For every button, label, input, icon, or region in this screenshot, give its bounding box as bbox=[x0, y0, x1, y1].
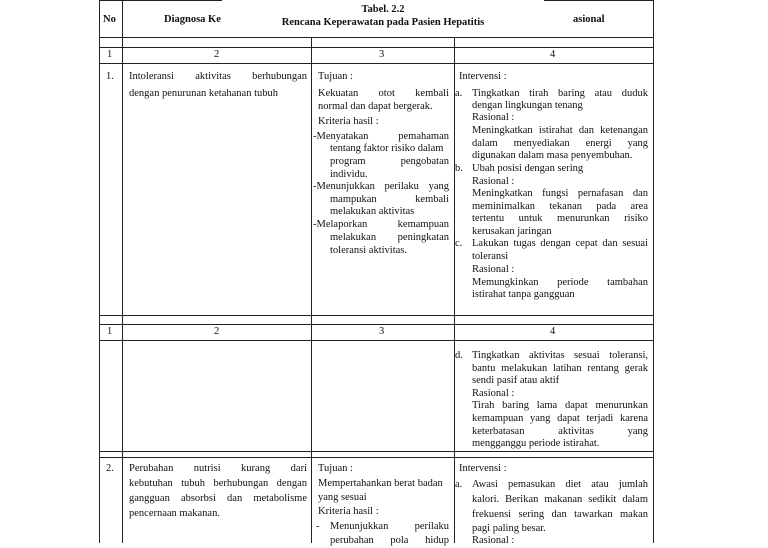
kriteria-item: Menunjukkan perilaku bbox=[330, 521, 449, 532]
grid-line bbox=[122, 0, 123, 543]
grid-line bbox=[99, 457, 654, 458]
grid-line bbox=[99, 340, 654, 341]
intervention-line: toleransi bbox=[472, 251, 509, 262]
grid-line bbox=[653, 0, 654, 543]
rasional-label: Rasional : bbox=[472, 112, 515, 123]
tujuan-line: Mempertahankan berat badan bbox=[318, 478, 443, 489]
rasional-line: kemampuan yang dapat terjadi karena bbox=[472, 413, 648, 424]
intervention-line: dengan lingkungan tenang bbox=[472, 100, 583, 111]
intervention-line: pagi paling besar. bbox=[472, 523, 546, 534]
intervention-line: Ubah posisi dengan sering bbox=[472, 163, 584, 174]
table-caption bbox=[222, 0, 544, 36]
col-number-1: 1 bbox=[107, 49, 113, 60]
intervention-line: sendi pasif atau aktif bbox=[472, 375, 560, 386]
intervention-line: Tingkatkan aktivitas sesuai toleransi, bbox=[472, 350, 648, 361]
tujuan-label: Tujuan : bbox=[318, 463, 353, 474]
diagnosis-line: pencernaan makanan. bbox=[129, 508, 220, 519]
intervention-letter: a. bbox=[455, 88, 463, 99]
kriteria-item: program pengobatan bbox=[330, 156, 449, 167]
diagnosis-line: Intoleransi aktivitas berhubungan bbox=[129, 71, 307, 82]
grid-line bbox=[99, 324, 654, 325]
rasional-line: Memungkinkan periode tambahan bbox=[472, 277, 648, 288]
grid-line bbox=[99, 0, 100, 543]
kriteria-label: Kriteria hasil : bbox=[318, 506, 379, 517]
col-number-1: 1 bbox=[107, 326, 113, 337]
rasional-line: Tirah baring lama dapat menurunkan bbox=[472, 400, 648, 411]
kriteria-item: mampukan kembali bbox=[330, 194, 449, 205]
rasional-line: meminimalkan tekanan pada area bbox=[472, 201, 648, 212]
rasional-label: Rasional : bbox=[472, 176, 515, 187]
rasional-line: kerusakan jaringan bbox=[472, 226, 552, 237]
rasional-line: keterbatasan aktivitas yang bbox=[472, 426, 648, 437]
rasional-line: dalam menyediakan energi yang bbox=[472, 138, 648, 149]
grid-line bbox=[99, 47, 654, 48]
tujuan-line: normal dan dapat bergerak. bbox=[318, 101, 433, 112]
col-number-3: 3 bbox=[379, 326, 385, 337]
tujuan-label: Tujuan : bbox=[318, 71, 353, 82]
kriteria-item: -Menyatakan pemahaman bbox=[313, 131, 449, 142]
intervention-letter: b. bbox=[455, 163, 463, 174]
rasional-line: digunakan dalam masa penyembuhan. bbox=[472, 150, 633, 161]
grid-line bbox=[311, 37, 312, 543]
kriteria-item: melakukan aktivitas bbox=[330, 206, 415, 217]
intervention-line: Awasi pemasukan diet atau jumlah bbox=[472, 479, 648, 490]
intervention-letter: a. bbox=[455, 479, 463, 490]
row-number: 2. bbox=[106, 463, 114, 474]
kriteria-item: tentang faktor risiko dalam bbox=[330, 143, 444, 154]
intervention-letter: c. bbox=[455, 238, 463, 249]
rasional-line: istirahat tanpa gangguan bbox=[472, 289, 575, 300]
col-number-2: 2 bbox=[214, 49, 220, 60]
kriteria-label: Kriteria hasil : bbox=[318, 116, 379, 127]
grid-line bbox=[99, 451, 654, 452]
rasional-label: Rasional : bbox=[472, 535, 515, 546]
intervention-line: Tingkatkan tirah baring atau duduk bbox=[472, 88, 648, 99]
intervention-line: frekuensi sering dan tawarkan makan bbox=[472, 509, 648, 520]
rasional-line: Meningkatkan fungsi pernafasan dan bbox=[472, 188, 648, 199]
grid-line bbox=[454, 37, 455, 543]
rasional-label: Rasional : bbox=[472, 264, 515, 275]
kriteria-item: -Melaporkan kemampuan bbox=[313, 219, 449, 230]
table-title-text: Rencana Keperawatan pada Pasien Hepatitis bbox=[281, 17, 485, 28]
diagnosis-line: gangguan absorbsi dan metabolisme bbox=[129, 493, 307, 504]
intervensi-label: Intervensi : bbox=[459, 71, 507, 82]
kriteria-item: -Menunjukkan perilaku yang bbox=[313, 181, 449, 192]
kriteria-item: individu. bbox=[330, 169, 368, 180]
rasional-label: Rasional : bbox=[472, 388, 515, 399]
tujuan-line: Kekuatan otot kembali bbox=[318, 88, 449, 99]
intervention-line: bantu melakukan latihan rentang gerak bbox=[472, 363, 648, 374]
diagnosis-line: kebutuhan tubuh berhubungan dengan bbox=[129, 478, 307, 489]
kriteria-item: perubahan pola hidup bbox=[330, 535, 449, 546]
grid-line bbox=[99, 315, 654, 316]
header-no: No bbox=[103, 14, 116, 25]
rasional-line: tertentu untuk menurunkan risiko bbox=[472, 213, 648, 224]
col-number-4: 4 bbox=[550, 49, 556, 60]
rasional-line: Meningkatkan istirahat dan ketenangan bbox=[472, 125, 648, 136]
kriteria-item: toleransi aktivitas. bbox=[330, 245, 407, 256]
diagnosis-line: dengan penurunan ketahanan tubuh bbox=[129, 88, 278, 99]
col-number-2: 2 bbox=[214, 326, 220, 337]
grid-line bbox=[99, 63, 654, 64]
intervensi-label: Intervensi : bbox=[459, 463, 507, 474]
intervention-letter: d. bbox=[455, 350, 463, 361]
header-rasional: asional bbox=[573, 14, 605, 25]
col-number-4: 4 bbox=[550, 326, 556, 337]
intervention-line: Lakukan tugas dengan cepat dan sesuai bbox=[472, 238, 648, 249]
kriteria-item: melakukan peningkatan bbox=[330, 232, 449, 243]
kriteria-dash: - bbox=[316, 521, 320, 532]
header-diagnosa: Diagnosa Ke bbox=[164, 14, 221, 25]
grid-line bbox=[99, 37, 654, 38]
row-number: 1. bbox=[106, 71, 114, 82]
tujuan-line: yang sesuai bbox=[318, 492, 367, 503]
table-title-number: Tabel. 2.2 bbox=[361, 4, 405, 15]
intervention-line: kalori. Berikan makanan sedikit dalam bbox=[472, 494, 648, 505]
diagnosis-line: Perubahan nutrisi kurang dari bbox=[129, 463, 307, 474]
rasional-line: mengganggu periode istirahat. bbox=[472, 438, 600, 449]
col-number-3: 3 bbox=[379, 49, 385, 60]
